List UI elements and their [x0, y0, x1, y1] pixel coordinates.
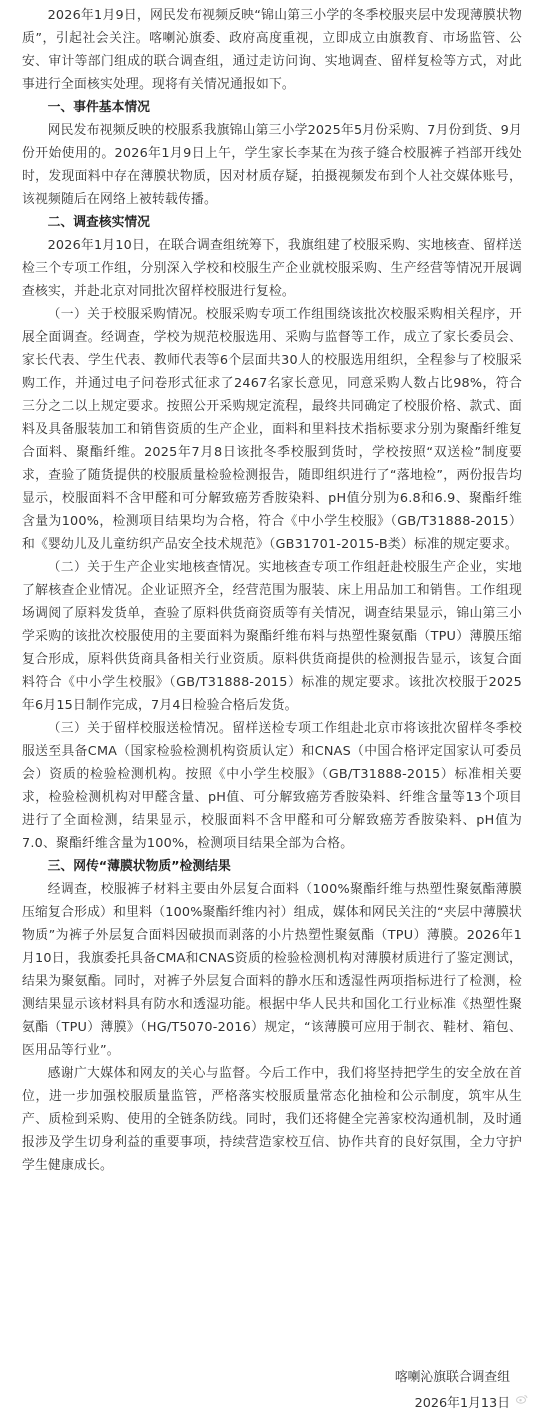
- section-1-paragraph: 网民发布视频反映的校服系我旗锦山第三小学2025年5月份采购、7月份到货、9月份开始使用的。2026年1月9日上午，学生家长李某在为孩子缝合校服裤子裆部开线处时，发现面料中存在薄膜状物质，因对材质存疑，拍摄视频发布到个人社交媒体账号，该视频随后在网络上被转载传播。: [22, 123, 522, 207]
- section-heading-3: 三、网传“薄膜状物质”检测结果: [47, 859, 231, 874]
- section-2-paragraph: 2026年1月10日，在联合调查组统筹下，我旗组建了校服采购、实地核查、留样送检三个专项工作组，分别深入学校和校服生产企业就校服采购、生产经营等情况开展调查核实，并赴北京对同批次留样校服进行复检。: [22, 238, 522, 299]
- signature-org: 喀喇沁旗联合调查组: [394, 1370, 510, 1385]
- section-2-item-2: （二）关于生产企业实地核查情况。实地核查专项工作组赶赴校服生产企业，实地了解核查企业情况。企业证照齐全，经营范围为服装、床上用品加工和销售。工作组现场调阅了原料发货单，查验了原料供货商资质等有关情况，调查结果显示，锦山第三小学采购的该批次校服使用的主要面料为聚酯纤维布料与热塑性聚氨酯（TPU）薄膜压缩复合形成，原料供货商具备相关行业资质。原料供货商提供的检测报告显示，该复合面料符合《中小学生校服》（GB/T31888-2015）标准的规定要求。该批次校服于2025年6月15日制作完成，7月4日检验合格后发货。: [22, 560, 522, 713]
- closing-paragraph: 感谢广大媒体和网友的关心与监督。今后工作中，我们将坚持把学生的安全放在首位，进一步加强校服质量监管，严格落实校服质量常态化抽检和公示制度，筑牢从生产、质检到采购、使用的全链条防线。同时，我们还将健全完善家校沟通机制，及时通报涉及学生切身利益的重要事项，持续营造家校互信、协作共育的良好氛围，全力守护学生健康成长。: [22, 1066, 522, 1173]
- section-heading-2: 二、调查核实情况: [47, 215, 150, 230]
- intro-paragraph: 2026年1月9日，网民发布视频反映“锦山第三小学的冬季校服夹层中发现薄膜状物质”，引起社会关注。喀喇沁旗委、政府高度重视，立即成立由旗教育、市场监管、公安、审计等部门组成的联合调查组，通过走访问询、实地调查、留样复检等方式，对此事进行全面核实处理。现将有关情况通报如下。: [22, 8, 522, 92]
- weibo-logo-icon: [516, 1394, 528, 1404]
- section-3-paragraph: 经调查，校服裤子材料主要由外层复合面料（100%聚酯纤维与热塑性聚氨酯薄膜压缩复合形成）和里料（100%聚酯纤维内衬）组成，媒体和网民关注的“夹层中薄膜状物质”为裤子外层复合面料因破损而剥落的小片热塑性聚氨酯（TPU）薄膜。2026年1月10日，我旗委托具备CMA和CNAS资质的检验检测机构对薄膜材质进行了鉴定测试，结果为聚氨酯。同时，对裤子外层复合面料的静水压和透湿性两项指标进行了检测，检测结果显示该材料具有防水和透湿功能。根据中华人民共和国化工行业标准《热塑性聚氨酯（TPU）薄膜》（HG/T5070-2016）规定，“该薄膜可应用于制衣、鞋材、箱包、医用品等行业”。: [22, 882, 522, 1058]
- signature-date: 2026年1月13日: [414, 1396, 510, 1411]
- section-heading-1: 一、事件基本情况: [47, 100, 150, 115]
- watermark: [516, 1394, 528, 1404]
- section-2-item-1: （一）关于校服采购情况。校服采购专项工作组围绕该批次校服采购相关程序，开展全面调查。经调查，学校为规范校服选用、采购与监督等工作，成立了家长委员会、家长代表、学生代表、教师代表等6个层面共30人的校服选用组织，全程参与了校服采购工作，并通过电子问卷形式征求了2467名家长意见，同意采购人数占比98%，符合三分之二以上规定要求。按照公开采购规定流程，最终共同确定了校服价格、款式、面料及具备服装加工和销售资质的生产企业，面料和里料技术指标要求分别为聚酯纤维复合面料、聚酯纤维。2025年7月8日该批冬季校服到货时，学校按照“双送检”制度要求，查验了随货提供的校服质量检验检测报告，随即组织进行了“落地检”，两份报告均显示，校服面料不含甲醛和可分解致癌芳香胺染料、pH值分别为6.8和6.9、聚酯纤维含量为100%，检测项目结果均为合格，符合《中小学生校服》（GB/T31888-2015）和《婴幼儿及儿童纺织产品安全技术规范》（GB31701-2015-B类）标准的规定要求。: [22, 307, 522, 552]
- notice-document: [22, 4, 522, 1177]
- section-2-item-3: （三）关于留样校服送检情况。留样送检专项工作组赴北京市将该批次留样冬季校服送至具备CMA（国家检验检测机构资质认定）和CNAS（中国合格评定国家认可委员会）资质的检验检测机构。按照《中小学生校服》（GB/T31888-2015）标准相关要求，检验检测机构对甲醛含量、pH值、可分解致癌芳香胺染料、纤维含量等13个项目进行了全面检测，结果显示，校服面料不含甲醛和可分解致癌芳香胺染料、pH值为7.0、聚酯纤维含量为100%，检测项目结果全部为合格。: [22, 721, 522, 851]
